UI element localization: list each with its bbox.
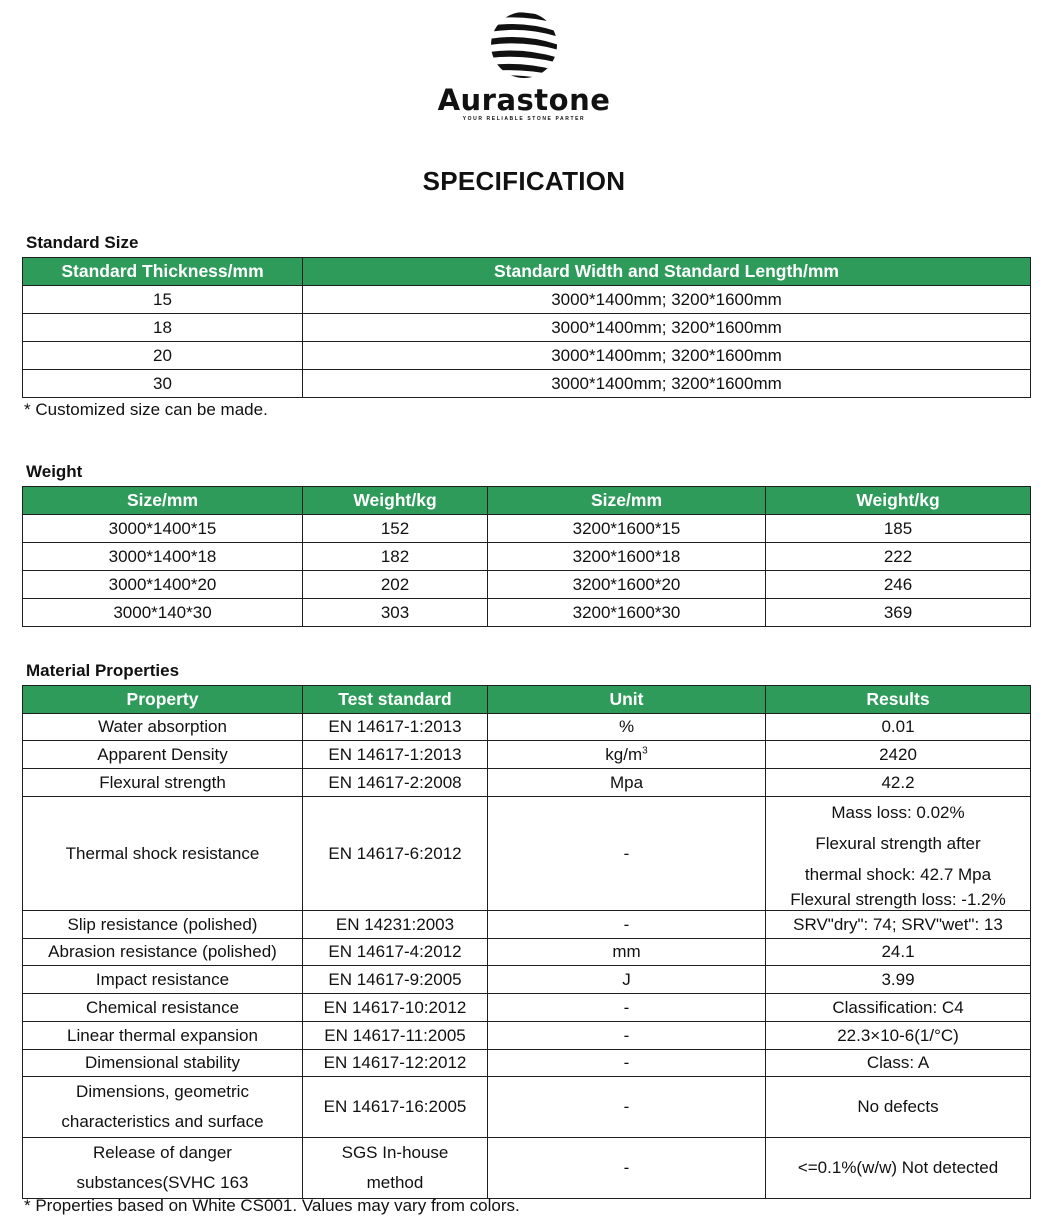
- standard-size-table: [22, 257, 1031, 398]
- column-header: Standard Width and Standard Length/mm: [303, 258, 1031, 286]
- table-header-row: [23, 686, 1031, 714]
- table-cell: No defects: [766, 1077, 1031, 1138]
- standard-line: method: [366, 1173, 424, 1192]
- table-row: [23, 1050, 1031, 1077]
- table-cell: Chemical resistance: [23, 994, 303, 1022]
- table-cell: <=0.1%(w/w) Not detected: [766, 1138, 1031, 1199]
- table-cell: %: [488, 714, 766, 741]
- table-cell: [23, 1138, 303, 1199]
- table-row: [23, 994, 1031, 1022]
- table-row: [23, 1138, 1031, 1199]
- table-row: [23, 966, 1031, 994]
- table-row: [23, 714, 1031, 741]
- table-cell: 3000*1400mm; 3200*1600mm: [303, 370, 1031, 398]
- table-cell: 3200*1600*30: [488, 599, 766, 627]
- result-line: Flexural strength loss: -1.2%: [790, 890, 1006, 909]
- brand-tagline: YOUR RELIABLE STONE PARTER: [462, 116, 586, 122]
- table-cell: EN 14617-2:2008: [303, 769, 488, 797]
- table-cell: -: [488, 994, 766, 1022]
- weight-heading: Weight: [26, 462, 83, 481]
- table-cell: EN 14231:2003: [303, 911, 488, 939]
- table-cell: Mpa: [488, 769, 766, 797]
- table-cell: 185: [766, 515, 1031, 543]
- table-cell: 15: [23, 286, 303, 314]
- unit-superscript: 3: [642, 744, 648, 756]
- property-line: characteristics and surface: [61, 1112, 264, 1131]
- table-row: [23, 370, 1031, 398]
- table-cell: Impact resistance: [23, 966, 303, 994]
- table-cell: 3200*1600*15: [488, 515, 766, 543]
- table-cell: [303, 1138, 488, 1199]
- table-cell: 152: [303, 515, 488, 543]
- brand-logo: [0, 10, 1048, 122]
- table-cell: EN 14617-9:2005: [303, 966, 488, 994]
- table-cell: Dimensional stability: [23, 1050, 303, 1077]
- table-cell: Slip resistance (polished): [23, 911, 303, 939]
- table-cell: [488, 741, 766, 769]
- column-header: Size/mm: [488, 487, 766, 515]
- table-cell: -: [488, 1077, 766, 1138]
- result-line: Flexural strength after: [815, 834, 981, 853]
- table-cell: 369: [766, 599, 1031, 627]
- property-line: substances(SVHC 163: [76, 1173, 249, 1192]
- table-cell: 246: [766, 571, 1031, 599]
- standard-size-note: * Customized size can be made.: [24, 400, 268, 419]
- table-cell: 30: [23, 370, 303, 398]
- table-cell: 3000*1400*20: [23, 571, 303, 599]
- table-row: [23, 797, 1031, 911]
- material-note: * Properties based on White CS001. Values may vary from colors.: [24, 1196, 520, 1215]
- standard-line: SGS In-house: [341, 1143, 449, 1162]
- table-cell: 3000*1400mm; 3200*1600mm: [303, 286, 1031, 314]
- table-row: [23, 599, 1031, 627]
- table-cell: EN 14617-10:2012: [303, 994, 488, 1022]
- table-row: [23, 1077, 1031, 1138]
- aurastone-emblem-icon: [489, 10, 559, 80]
- table-cell: Water absorption: [23, 714, 303, 741]
- table-cell: [766, 797, 1031, 911]
- table-cell: Abrasion resistance (polished): [23, 939, 303, 966]
- table-cell: 42.2: [766, 769, 1031, 797]
- page-title: SPECIFICATION: [422, 166, 626, 196]
- column-header: Size/mm: [23, 487, 303, 515]
- table-cell: 3000*1400*18: [23, 543, 303, 571]
- table-row: [23, 939, 1031, 966]
- table-cell: 3000*1400mm; 3200*1600mm: [303, 342, 1031, 370]
- column-header: Results: [766, 686, 1031, 714]
- column-header: Weight/kg: [303, 487, 488, 515]
- table-cell: 2420: [766, 741, 1031, 769]
- table-cell: 3000*140*30: [23, 599, 303, 627]
- table-cell: EN 14617-16:2005: [303, 1077, 488, 1138]
- table-cell: Thermal shock resistance: [23, 797, 303, 911]
- table-cell: 3.99: [766, 966, 1031, 994]
- result-line: thermal shock: 42.7 Mpa: [804, 865, 992, 884]
- unit-text: kg/m: [605, 744, 643, 764]
- weight-table: [22, 486, 1031, 627]
- column-header: Unit: [488, 686, 766, 714]
- table-row: [23, 314, 1031, 342]
- table-header-row: [23, 487, 1031, 515]
- table-row: [23, 769, 1031, 797]
- column-header: Property: [23, 686, 303, 714]
- table-cell: 182: [303, 543, 488, 571]
- table-cell: 18: [23, 314, 303, 342]
- table-cell: EN 14617-4:2012: [303, 939, 488, 966]
- table-cell: 22.3×10-6(1/°C): [766, 1022, 1031, 1050]
- table-cell: Classification: C4: [766, 994, 1031, 1022]
- table-cell: 3000*1400mm; 3200*1600mm: [303, 314, 1031, 342]
- table-cell: 303: [303, 599, 488, 627]
- table-cell: -: [488, 1022, 766, 1050]
- table-cell: Class: A: [766, 1050, 1031, 1077]
- table-row: [23, 286, 1031, 314]
- table-cell: EN 14617-1:2013: [303, 714, 488, 741]
- brand-name: Aurastone: [437, 83, 611, 117]
- table-cell: Linear thermal expansion: [23, 1022, 303, 1050]
- table-cell: EN 14617-1:2013: [303, 741, 488, 769]
- result-line: Mass loss: 0.02%: [831, 803, 965, 822]
- table-cell: 222: [766, 543, 1031, 571]
- table-cell: 20: [23, 342, 303, 370]
- table-cell: -: [488, 1050, 766, 1077]
- table-cell: 3200*1600*20: [488, 571, 766, 599]
- table-cell: 0.01: [766, 714, 1031, 741]
- table-row: [23, 741, 1031, 769]
- table-cell: J: [488, 966, 766, 994]
- table-cell: EN 14617-12:2012: [303, 1050, 488, 1077]
- table-cell: -: [488, 1138, 766, 1199]
- table-cell: EN 14617-6:2012: [303, 797, 488, 911]
- table-cell: mm: [488, 939, 766, 966]
- material-heading: Material Properties: [26, 661, 180, 680]
- column-header: Standard Thickness/mm: [23, 258, 303, 286]
- column-header: Weight/kg: [766, 487, 1031, 515]
- property-line: Dimensions, geometric: [76, 1082, 249, 1101]
- table-cell: SRV"dry": 74; SRV"wet": 13: [766, 911, 1031, 939]
- table-row: [23, 543, 1031, 571]
- table-row: [23, 342, 1031, 370]
- material-table: [22, 685, 1031, 1199]
- table-cell: 202: [303, 571, 488, 599]
- table-cell: 24.1: [766, 939, 1031, 966]
- table-cell: 3000*1400*15: [23, 515, 303, 543]
- table-header-row: [23, 258, 1031, 286]
- standard-size-heading: Standard Size: [26, 233, 139, 252]
- table-cell: [23, 1077, 303, 1138]
- table-row: [23, 911, 1031, 939]
- table-row: [23, 1022, 1031, 1050]
- table-cell: -: [488, 797, 766, 911]
- table-cell: Flexural strength: [23, 769, 303, 797]
- column-header: Test standard: [303, 686, 488, 714]
- property-line: Release of danger: [93, 1143, 232, 1162]
- table-row: [23, 515, 1031, 543]
- table-cell: EN 14617-11:2005: [303, 1022, 488, 1050]
- table-cell: Apparent Density: [23, 741, 303, 769]
- table-row: [23, 571, 1031, 599]
- table-cell: -: [488, 911, 766, 939]
- table-cell: 3200*1600*18: [488, 543, 766, 571]
